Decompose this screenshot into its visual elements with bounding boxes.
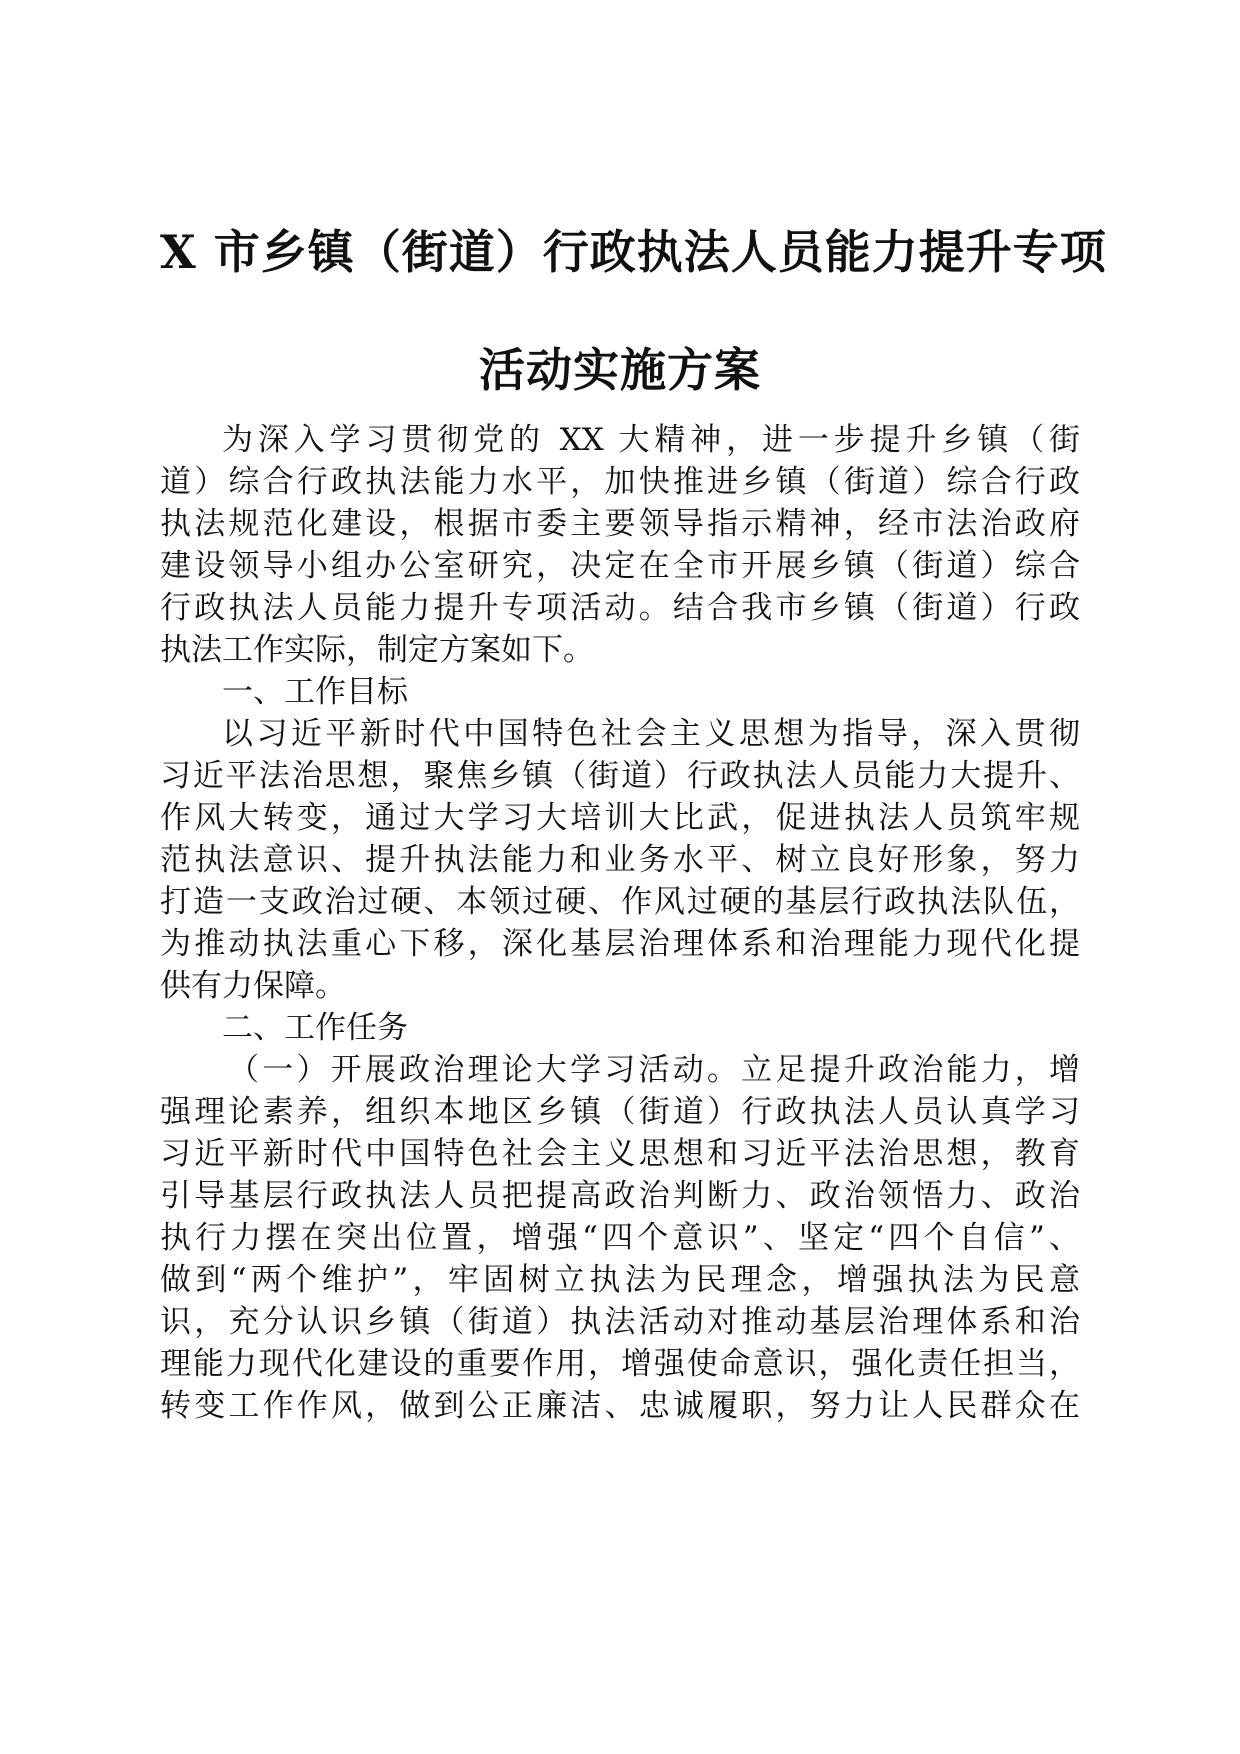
section2-paragraph-line: （一）开展政治理论大学习活动。立足提升政治能力，增 (228, 1052, 1080, 1088)
section2-paragraph-line: 识，充分认识乡镇（街道）执法活动对推动基层治理体系和治 (160, 1304, 1080, 1340)
section1-paragraph-line: 以习近平新时代中国特色社会主义思想为指导，深入贯彻 (222, 716, 1080, 752)
section2-paragraph-line: 做到“两个维护”，牢固树立执法为民理念，增强执法为民意 (160, 1262, 1080, 1298)
section2-paragraph-line: 强理论素养，组织本地区乡镇（街道）行政执法人员认真学习 (160, 1094, 1080, 1130)
section1-paragraph-line: 供有力保障。 (160, 968, 346, 1004)
section1-paragraph-line: 打造一支政治过硬、本领过硬、作风过硬的基层行政执法队伍， (160, 884, 1080, 920)
section2-paragraph-line: 执行力摆在突出位置，增强“四个意识”、坚定“四个自信”、 (160, 1220, 1080, 1256)
section2-paragraph-line: 转变工作作风，做到公正廉洁、忠诚履职，努力让人民群众在 (160, 1388, 1080, 1424)
section1-paragraph-line: 作风大转变，通过大学习大培训大比武，促进执法人员筑牢规 (160, 800, 1080, 836)
intro-paragraph-line: 执法规范化建设，根据市委主要领导指示精神，经市法治政府 (160, 506, 1080, 542)
intro-paragraph-line: 建设领导小组办公室研究，决定在全市开展乡镇（街道）综合 (160, 548, 1080, 584)
intro-paragraph-line: 道）综合行政执法能力水平，加快推进乡镇（街道）综合行政 (160, 464, 1080, 500)
section1-paragraph-line: 为推动执法重心下移，深化基层治理体系和治理能力现代化提 (160, 926, 1080, 962)
section-heading-work-goals: 一、工作目标 (222, 674, 408, 710)
document-title-line-2: 活动实施方案 (479, 343, 761, 397)
intro-paragraph-line: 行政执法人员能力提升专项活动。结合我市乡镇（街道）行政 (160, 590, 1080, 626)
section2-paragraph-line: 理能力现代化建设的重要作用，增强使命意识，强化责任担当， (160, 1346, 1080, 1382)
section2-paragraph-line: 习近平新时代中国特色社会主义思想和习近平法治思想，教育 (160, 1136, 1080, 1172)
section2-paragraph-line: 引导基层行政执法人员把提高政治判断力、政治领悟力、政治 (160, 1178, 1080, 1214)
intro-paragraph-line: 执法工作实际，制定方案如下。 (160, 632, 594, 668)
intro-paragraph-line: 为深入学习贯彻党的 XX 大精神，进一步提升乡镇（街 (222, 422, 1080, 458)
section1-paragraph-line: 范执法意识、提升执法能力和业务水平、树立良好形象，努力 (160, 842, 1080, 878)
document-title-line-1: X 市乡镇（街道）行政执法人员能力提升专项 (160, 225, 1107, 279)
section1-paragraph-line: 习近平法治思想，聚焦乡镇（街道）行政执法人员能力大提升、 (160, 758, 1080, 794)
section-heading-work-tasks: 二、工作任务 (222, 1010, 408, 1046)
